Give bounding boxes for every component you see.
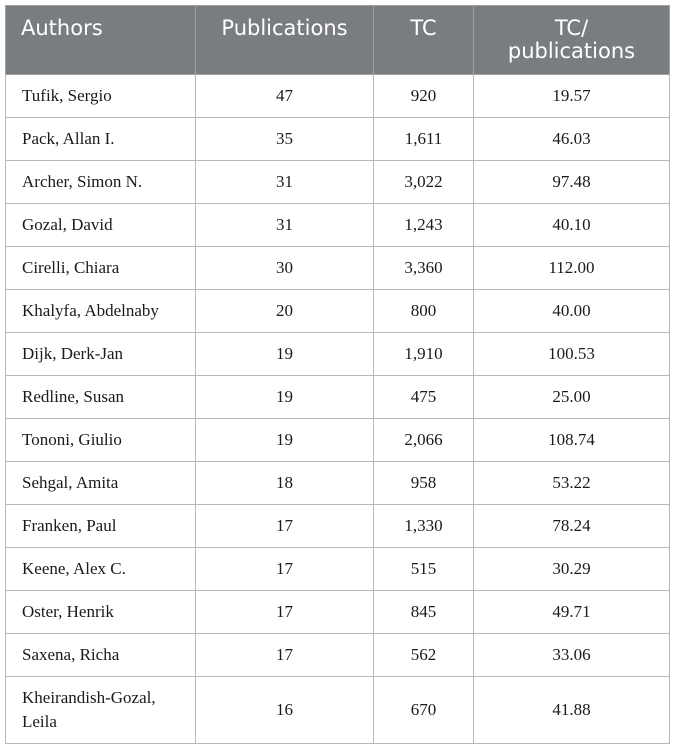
- tc-per-pub-cell: 19.57: [474, 75, 670, 118]
- table-row: [6, 75, 670, 118]
- tc-per-pub-cell: 41.88: [474, 677, 670, 744]
- tc-per-pub-cell: 46.03: [474, 118, 670, 161]
- author-cell: Oster, Henrik: [6, 591, 196, 634]
- table-row: [6, 548, 670, 591]
- author-cell: Franken, Paul: [6, 505, 196, 548]
- publications-cell: 31: [196, 161, 374, 204]
- author-cell: Keene, Alex C.: [6, 548, 196, 591]
- tc-per-pub-cell: 40.10: [474, 204, 670, 247]
- author-cell: Pack, Allan I.: [6, 118, 196, 161]
- header-publications: Publications: [196, 6, 374, 75]
- table-row: [6, 419, 670, 462]
- tc-cell: 1,611: [374, 118, 474, 161]
- author-cell: Sehgal, Amita: [6, 462, 196, 505]
- table-row: [6, 462, 670, 505]
- tc-cell: 845: [374, 591, 474, 634]
- table-body: [6, 75, 670, 744]
- author-cell: Gozal, David: [6, 204, 196, 247]
- author-cell: Tufik, Sergio: [6, 75, 196, 118]
- header-tc: TC: [374, 6, 474, 75]
- tc-cell: 562: [374, 634, 474, 677]
- table-row: [6, 333, 670, 376]
- author-cell: Khalyfa, Abdelnaby: [6, 290, 196, 333]
- table-row: [6, 376, 670, 419]
- tc-per-pub-cell: 53.22: [474, 462, 670, 505]
- publications-cell: 19: [196, 333, 374, 376]
- tc-per-pub-cell: 25.00: [474, 376, 670, 419]
- author-cell: Kheirandish-Gozal, Leila: [6, 677, 196, 744]
- tc-cell: 1,330: [374, 505, 474, 548]
- publications-cell: 17: [196, 505, 374, 548]
- publications-cell: 17: [196, 548, 374, 591]
- author-cell: Saxena, Richa: [6, 634, 196, 677]
- tc-per-pub-cell: 112.00: [474, 247, 670, 290]
- publications-cell: 19: [196, 419, 374, 462]
- table-row: [6, 290, 670, 333]
- tc-per-pub-cell: 97.48: [474, 161, 670, 204]
- author-cell: Archer, Simon N.: [6, 161, 196, 204]
- author-cell: Redline, Susan: [6, 376, 196, 419]
- author-cell: Tononi, Giulio: [6, 419, 196, 462]
- publications-cell: 31: [196, 204, 374, 247]
- author-cell: Dijk, Derk-Jan: [6, 333, 196, 376]
- tc-per-pub-cell: 30.29: [474, 548, 670, 591]
- publications-cell: 19: [196, 376, 374, 419]
- header-authors: Authors: [6, 6, 196, 75]
- tc-cell: 475: [374, 376, 474, 419]
- publications-cell: 18: [196, 462, 374, 505]
- tc-cell: 2,066: [374, 419, 474, 462]
- author-cell: Cirelli, Chiara: [6, 247, 196, 290]
- tc-per-pub-cell: 33.06: [474, 634, 670, 677]
- tc-cell: 958: [374, 462, 474, 505]
- tc-cell: 515: [374, 548, 474, 591]
- table-row: [6, 677, 670, 744]
- table-row: [6, 118, 670, 161]
- publications-cell: 47: [196, 75, 374, 118]
- tc-cell: 1,910: [374, 333, 474, 376]
- tc-per-pub-cell: 40.00: [474, 290, 670, 333]
- tc-cell: 800: [374, 290, 474, 333]
- publications-cell: 17: [196, 591, 374, 634]
- table-row: [6, 204, 670, 247]
- table-row: [6, 161, 670, 204]
- table-row: [6, 634, 670, 677]
- header-tc-per-publications: TC/ publications: [474, 6, 670, 75]
- tc-cell: 1,243: [374, 204, 474, 247]
- tc-cell: 920: [374, 75, 474, 118]
- tc-cell: 670: [374, 677, 474, 744]
- tc-per-pub-cell: 100.53: [474, 333, 670, 376]
- tc-per-pub-cell: 49.71: [474, 591, 670, 634]
- tc-per-pub-cell: 108.74: [474, 419, 670, 462]
- header-row: [6, 6, 670, 75]
- publications-cell: 35: [196, 118, 374, 161]
- publications-cell: 30: [196, 247, 374, 290]
- authors-table: [5, 5, 670, 744]
- table-row: [6, 247, 670, 290]
- table-row: [6, 505, 670, 548]
- tc-cell: 3,360: [374, 247, 474, 290]
- tc-cell: 3,022: [374, 161, 474, 204]
- publications-cell: 20: [196, 290, 374, 333]
- table-row: [6, 591, 670, 634]
- publications-cell: 17: [196, 634, 374, 677]
- table-header: [6, 6, 670, 75]
- tc-per-pub-cell: 78.24: [474, 505, 670, 548]
- publications-cell: 16: [196, 677, 374, 744]
